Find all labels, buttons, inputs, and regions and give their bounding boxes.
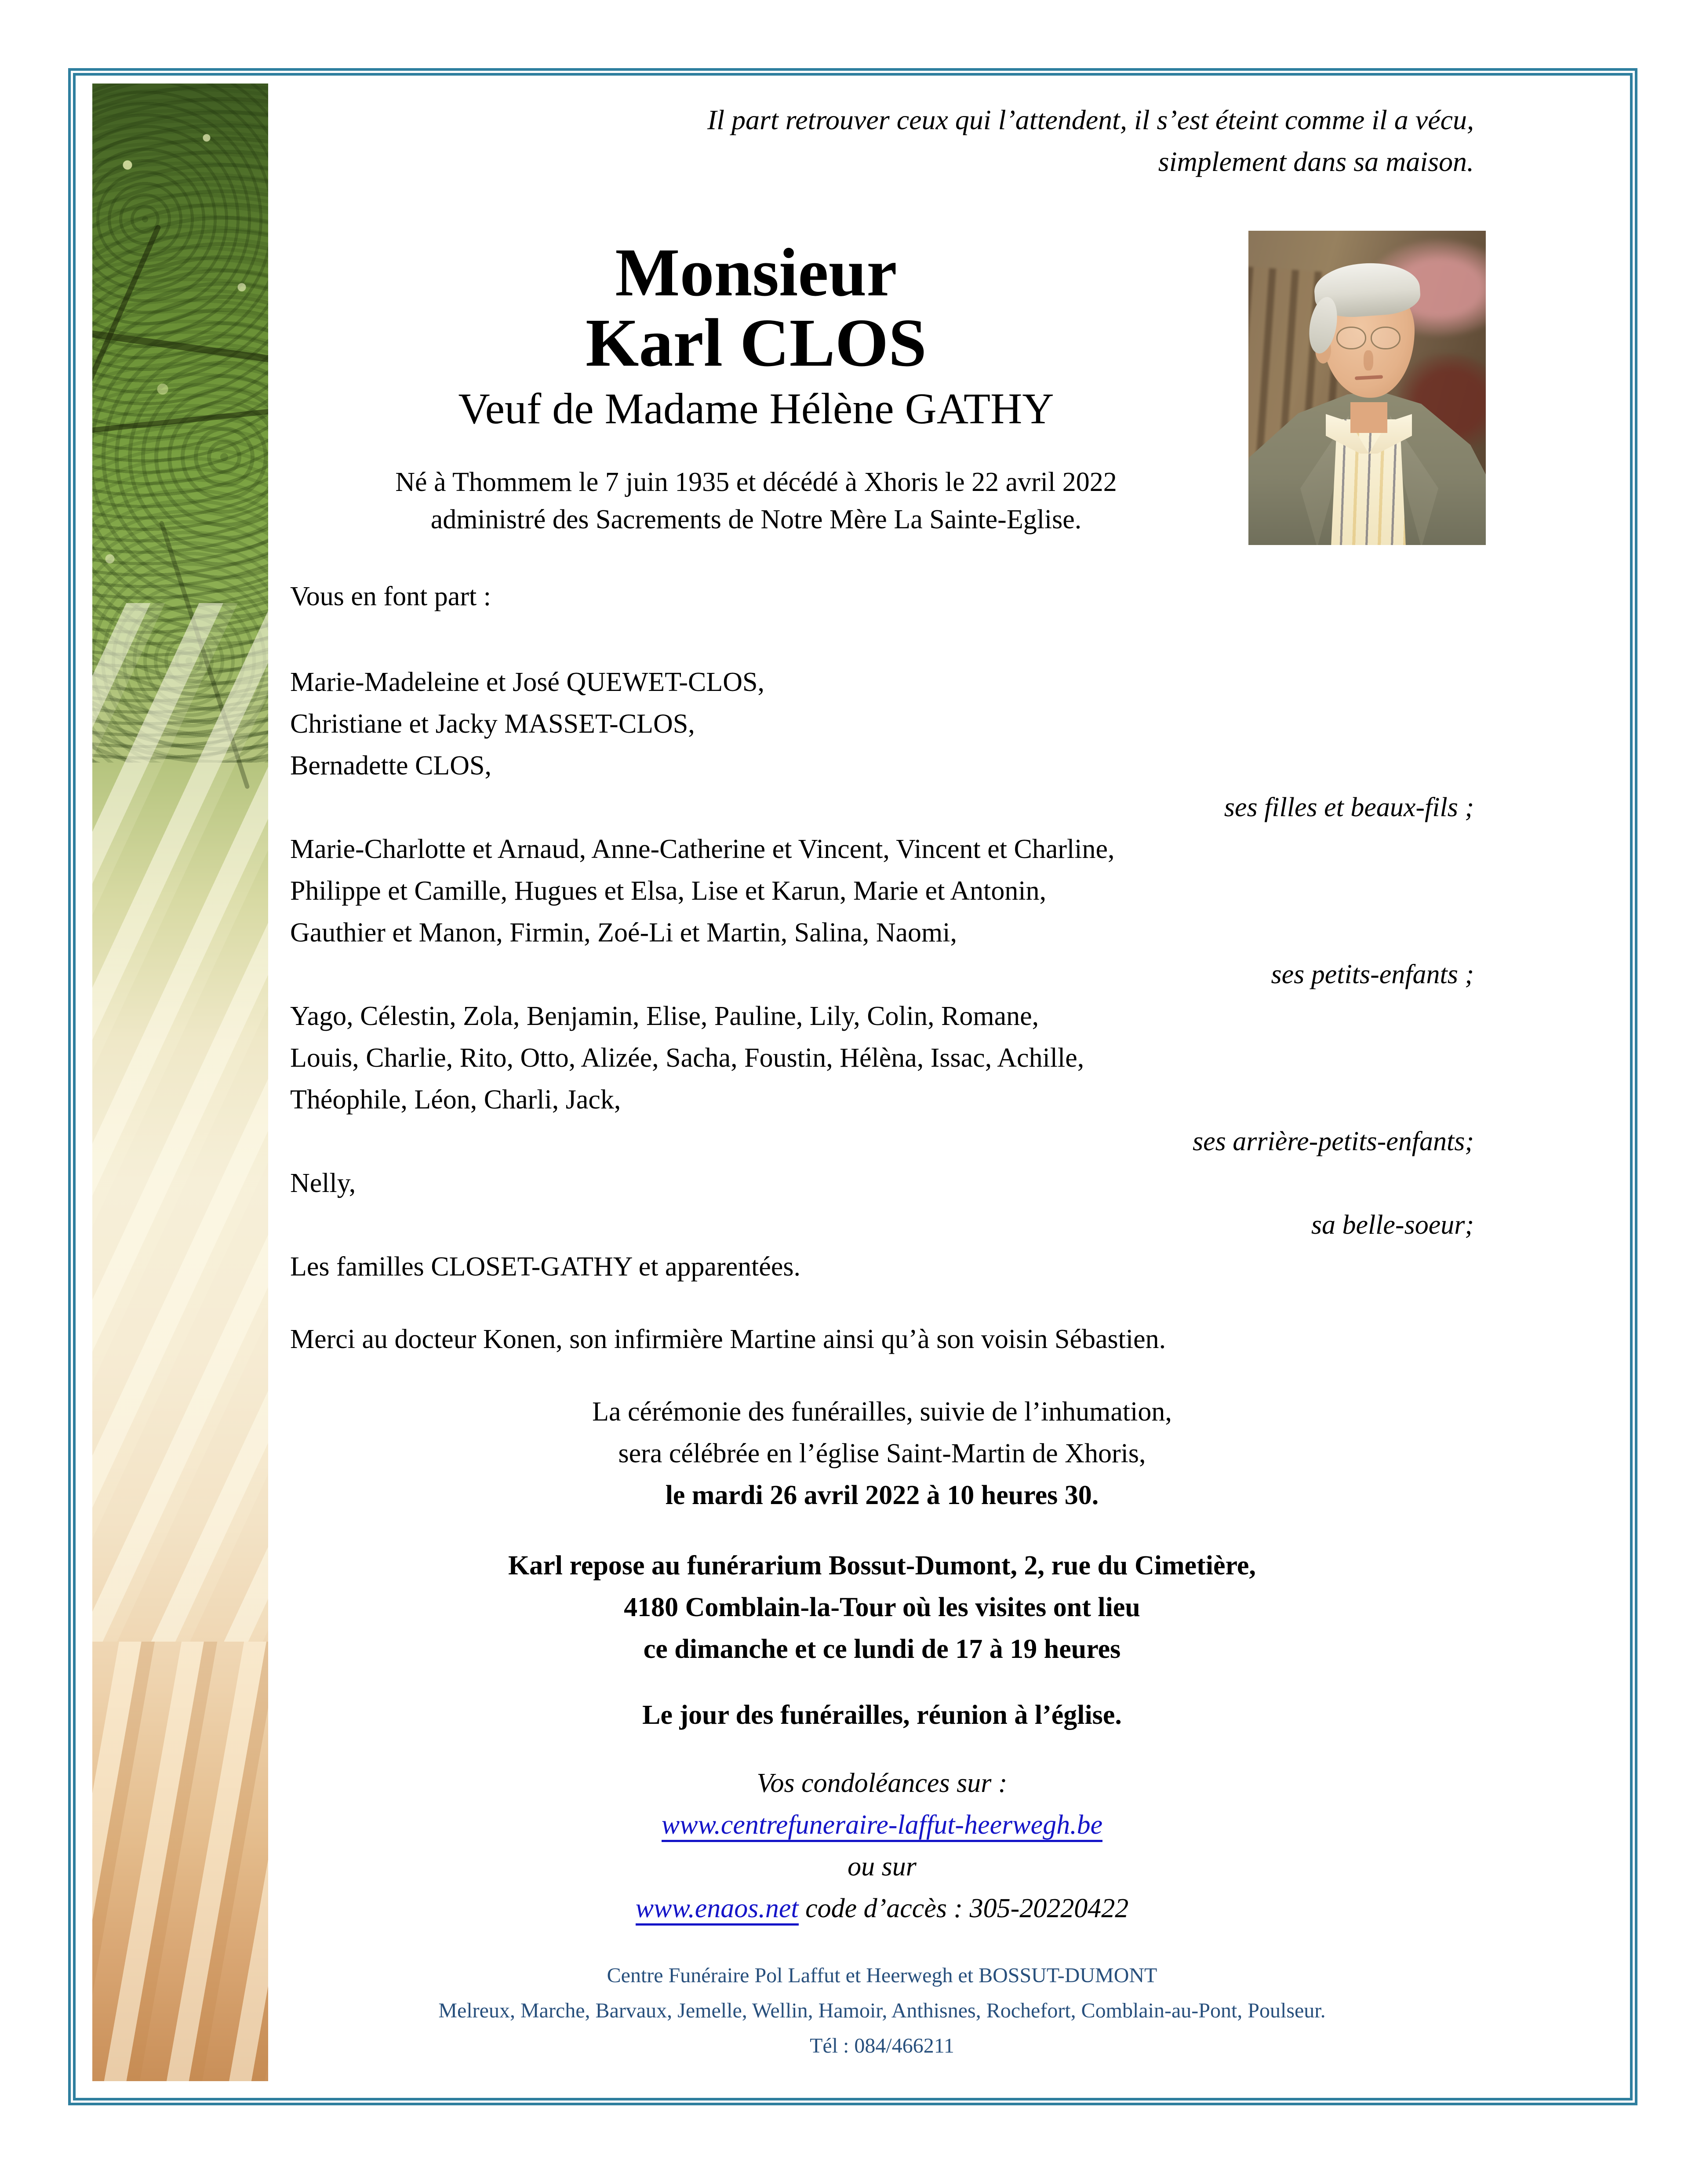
life-line: Né à Thommem le 7 juin 1935 et décédé à Xhoris le 22 avril 2022 [395, 467, 1117, 497]
announcement-intro: Vous en font part : [290, 581, 491, 611]
repose-line: 4180 Comblain-la-Tour où les visites ont lieu [624, 1592, 1140, 1622]
path-light-streaks [92, 1642, 268, 2081]
family-relation-label: sa belle-soeur; [1311, 1210, 1474, 1240]
forest-path-photo [92, 84, 268, 2081]
quote-line: simplement dans sa maison. [1158, 146, 1474, 177]
photo-glasses [1371, 327, 1401, 349]
family-relation-label: ses filles et beaux-fils ; [1224, 792, 1474, 822]
photo-neck [1350, 402, 1387, 433]
condolences-between: ou sur [848, 1852, 917, 1882]
family-list [290, 661, 1474, 1288]
family-line: Gauthier et Manon, Firmin, Zoé-Li et Martin, Salina, Naomi, [290, 918, 957, 948]
family-line: Bernadette CLOS, [290, 751, 492, 781]
repose-line: ce dimanche et ce lundi de 17 à 19 heures [643, 1634, 1121, 1664]
ceremony-date-line: le mardi 26 avril 2022 à 10 heures 30. [665, 1480, 1099, 1510]
family-line: Les familles CLOSET-GATHY et apparentées. [290, 1252, 801, 1282]
repose-block [290, 1545, 1474, 1670]
repose-line: Karl repose au funérarium Bossut-Dumont, 2, rue du Cimetière, [508, 1551, 1256, 1581]
family-line: Yago, Célestin, Zola, Benjamin, Elise, Pauline, Lily, Colin, Romane, [290, 1001, 1039, 1031]
family-line: Christiane et Jacky MASSET-CLOS, [290, 709, 695, 739]
opening-quote [290, 99, 1474, 182]
life-dates-block [290, 464, 1222, 538]
ceremony-line: La cérémonie des funérailles, suivie de l’inhumation, [592, 1397, 1172, 1427]
condolences-link-centrefuneraire[interactable]: www.centrefuneraire-laffut-heerwegh.be [662, 1810, 1102, 1842]
deceased-title: Monsieur [615, 234, 897, 310]
family-relation-label: ses petits-enfants ; [1271, 959, 1474, 989]
deceased-name: Karl CLOS [586, 305, 927, 381]
footer-phone-line: Tél : 084/466211 [810, 2034, 954, 2057]
condolences-block [290, 1762, 1474, 1930]
funeral-home-footer [290, 1958, 1474, 2064]
thanks-line: Merci au docteur Konen, son infirmière Martine ainsi qu’à son voisin Sébastien. [290, 1324, 1166, 1354]
life-line: administré des Sacrements de Notre Mère La Sainte-Eglise. [430, 505, 1082, 534]
family-relation-label: ses arrière-petits-enfants; [1193, 1127, 1474, 1156]
family-line: Nelly, [290, 1168, 356, 1198]
family-line: Marie-Madeleine et José QUEWET-CLOS, [290, 667, 764, 697]
family-line: Philippe et Camille, Hugues et Elsa, Lise et Karun, Marie et Antonin, [290, 876, 1047, 906]
sun-rays [92, 603, 268, 1642]
family-line: Louis, Charlie, Rito, Otto, Alizée, Sacha, Foustin, Hélèna, Issac, Achille, [290, 1043, 1084, 1073]
deceased-relation: Veuf de Madame Hélène GATHY [458, 384, 1054, 433]
photo-glasses [1336, 327, 1366, 349]
condolences-link-enaos[interactable]: www.enaos.net [636, 1893, 799, 1926]
footer-locations-line: Melreux, Marche, Barvaux, Jemelle, Wellin, Hamoir, Anthisnes, Rochefort, Comblain-au-Pont, Poulseur. [438, 1999, 1326, 2022]
condolences-intro: Vos condoléances sur : [757, 1768, 1008, 1798]
ceremony-block [290, 1391, 1474, 1516]
ceremony-line: sera célébrée en l’église Saint-Martin de Xhoris, [618, 1439, 1146, 1468]
photo-nose [1364, 350, 1373, 371]
footer-company-line: Centre Funéraire Pol Laffut et Heerwegh et BOSSUT-DUMONT [607, 1964, 1157, 1987]
family-line: Théophile, Léon, Charli, Jack, [290, 1085, 621, 1115]
quote-line: Il part retrouver ceux qui l’attendent, il s’est éteint comme il a vécu, [707, 104, 1474, 135]
access-code-text: code d’accès : 305-20220422 [798, 1893, 1129, 1923]
family-line: Marie-Charlotte et Arnaud, Anne-Catherine et Vincent, Vincent et Charline, [290, 834, 1115, 864]
portrait-photo [1248, 231, 1486, 545]
reunion-line: Le jour des funérailles, réunion à l’église. [642, 1700, 1122, 1730]
deceased-title-block [290, 234, 1222, 435]
